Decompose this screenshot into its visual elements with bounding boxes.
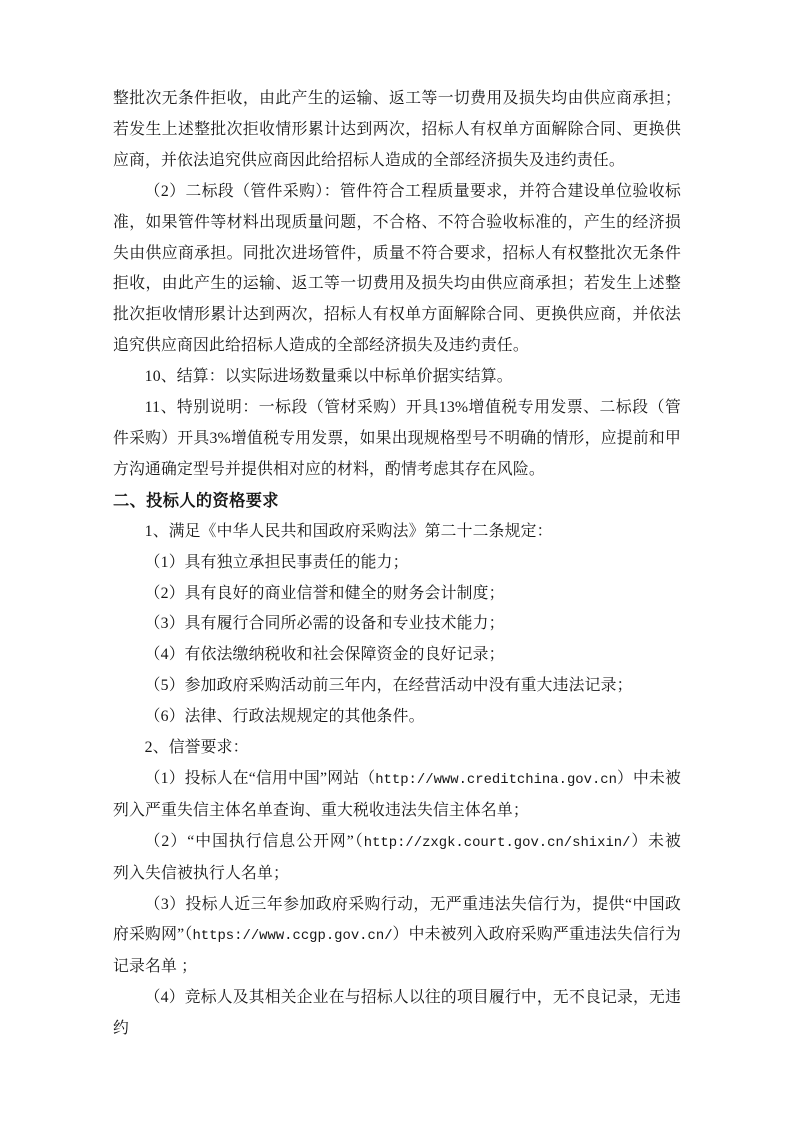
paragraph-item-2-credit: 2、信誉要求： bbox=[144, 739, 249, 757]
paragraph-law-sub-3: （3）具有履行合同所必需的设备和专业技术能力； bbox=[144, 615, 505, 633]
paragraph-credit-sub-2: （2）“中国执行信息公开网”（http://zxgk.court.gov.cn/shixin/）未被列入失信被执行人名单； bbox=[113, 832, 681, 882]
paragraph-law-sub-4: （4）有依法缴纳税收和社会保障资金的良好记录； bbox=[144, 646, 505, 664]
paragraph-law-sub-6: （6）法律、行政法规规定的其他条件。 bbox=[144, 708, 425, 726]
section-heading-bidder-qualifications: 二、投标人的资格要求 bbox=[113, 491, 279, 510]
document-text-block bbox=[113, 84, 681, 1045]
paragraph-item-1-law: 1、满足《中华人民共和国政府采购法》第二十二条规定： bbox=[144, 522, 553, 540]
paragraph-continuation-clause-1: 整批次无条件拒收，由此产生的运输、返工等一切费用及损失均由供应商承担；若发生上述整批次拒收情形累计达到两次，招标人有权单方面解除合同、更换供应商，并依法追究供应商因此给招标人造成的全部经济损失及违约责任。 bbox=[113, 90, 681, 169]
paragraph-credit-sub-1: （1）投标人在“信用中国”网站（http://www.creditchina.gov.cn）中未被列入严重失信主体名单查询、重大税收违法失信主体名单； bbox=[113, 769, 681, 819]
paragraph-item-11-special-note: 11、特别说明：一标段（管材采购）开具13%增值税专用发票、二标段（管件采购）开具3%增值税专用发票，如果出现规格型号不明确的情形，应提前和甲方沟通确定型号并提供相对应的材料，酌情考虑其存在风险。 bbox=[113, 399, 681, 478]
paragraph-law-sub-5: （5）参加政府采购活动前三年内，在经营活动中没有重大违法记录； bbox=[144, 677, 633, 695]
paragraph-section-2-lot-2: （2）二标段（管件采购）：管件符合工程质量要求，并符合建设单位验收标准，如果管件等材料出现质量问题，不合格、不符合验收标准的，产生的经济损失由供应商承担。同批次进场管件，质量不符合要求，招标人有权整批次无条件拒收，由此产生的运输、返工等一切费用及损失均由供应商承担；若发生上述整批次拒收情形累计达到两次，招标人有权单方面解除合同、更换供应商，并依法追究供应商因此给招标人造成的全部经济损失及违约责任。 bbox=[113, 182, 681, 355]
paragraph-item-10-settlement: 10、结算：以实际进场数量乘以中标单价据实结算。 bbox=[144, 368, 513, 386]
paragraph-law-sub-2: （2）具有良好的商业信誉和健全的财务会计制度； bbox=[144, 584, 505, 602]
paragraph-credit-sub-3: （3）投标人近三年参加政府采购行动，无严重违法失信行为，提供“中国政府采购网”（https://www.ccgp.gov.cn/）中未被列入政府采购严重违法失信行为记录名单 ； bbox=[113, 895, 681, 976]
paragraph-credit-sub-4: （4）竞标人及其相关企业在与招标人以往的项目履行中，无不良记录，无违约 bbox=[113, 989, 681, 1038]
paragraph-law-sub-1: （1）具有独立承担民事责任的能力； bbox=[144, 553, 409, 571]
